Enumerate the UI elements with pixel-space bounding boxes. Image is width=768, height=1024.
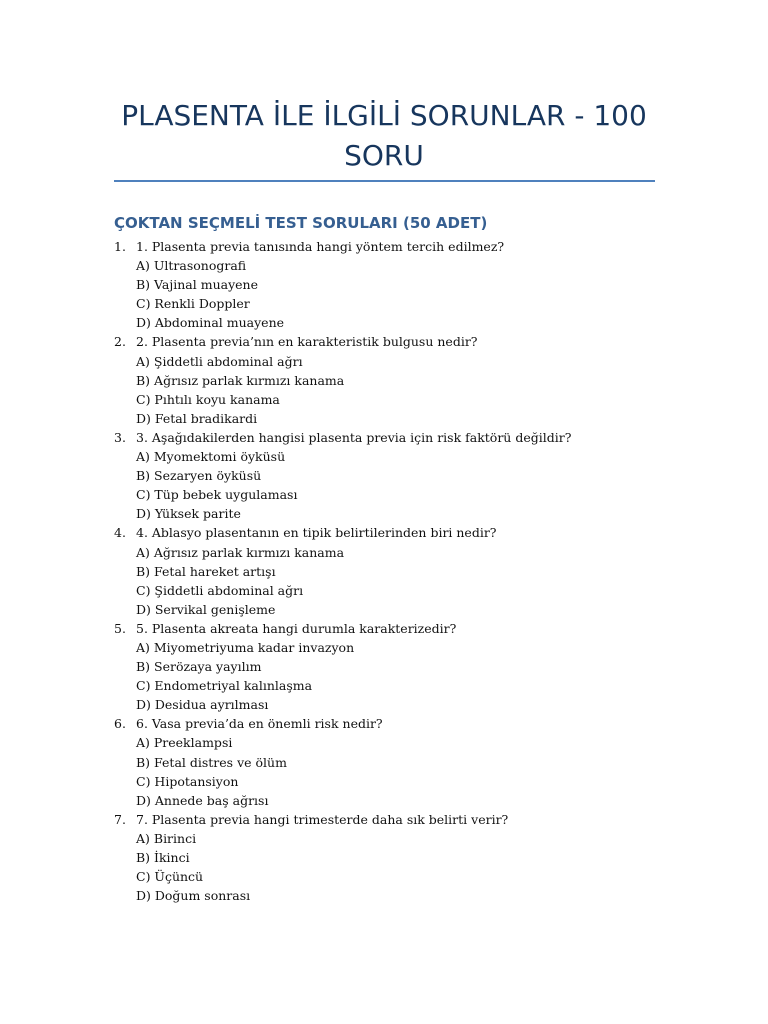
question-line <box>114 714 674 733</box>
question-item <box>114 714 674 809</box>
answer-option: A) Birinci <box>136 830 197 846</box>
question-list <box>114 237 674 905</box>
answer-option: D) Servikal genişleme <box>136 601 276 617</box>
question-number: 6. <box>114 716 126 732</box>
question-number: 4. <box>114 525 126 541</box>
question-number: 1. <box>114 239 126 254</box>
answer-option: D) Doğum sonrası <box>136 888 251 904</box>
question-text: 6. Vasa previa’da en önemli risk nedir? <box>136 716 383 732</box>
question-text: 2. Plasenta previa’nın en karakteristik bulgusu nedir? <box>136 334 478 350</box>
answer-option: D) Desidua ayrılması <box>136 697 269 713</box>
answer-option: A) Ağrısız parlak kırmızı kanama <box>136 544 345 560</box>
answer-option: C) Pıhtılı koyu kanama <box>136 391 280 407</box>
answer-option: D) Yüksek parite <box>136 506 241 522</box>
section-heading: ÇOKTAN SEÇMELİ TEST SORULARI (50 ADET) <box>114 214 488 232</box>
answer-option: C) Şiddetli abdominal ağrı <box>136 582 304 598</box>
question-number: 2. <box>114 334 126 350</box>
answer-option: D) Annede baş ağrısı <box>136 792 269 808</box>
answer-option: B) Sezaryen öyküsü <box>136 468 262 484</box>
question-number: 5. <box>114 620 126 636</box>
answer-option: B) Vajinal muayene <box>136 277 258 293</box>
question-item <box>114 619 674 714</box>
answer-option: B) İkinci <box>136 850 190 865</box>
question-item <box>114 428 674 523</box>
question-item <box>114 237 674 332</box>
title-divider <box>114 180 655 182</box>
question-item <box>114 523 674 618</box>
answer-option: A) Preeklampsi <box>136 735 233 751</box>
answer-option: C) Renkli Doppler <box>136 296 250 312</box>
question-text: 7. Plasenta previa hangi trimesterde daha sık belirti verir? <box>136 811 509 827</box>
question-line <box>114 810 674 829</box>
answer-option: A) Ultrasonografi <box>136 258 247 274</box>
question-text: 5. Plasenta akreata hangi durumla karakterizedir? <box>136 620 457 636</box>
answer-option: B) Fetal hareket artışı <box>136 563 276 579</box>
answer-option: C) Hipotansiyon <box>136 773 239 789</box>
answer-option: C) Üçüncü <box>136 869 204 885</box>
question-item <box>114 810 674 905</box>
answer-option: B) Fetal distres ve ölüm <box>136 754 287 770</box>
question-line <box>114 619 674 638</box>
question-number: 3. <box>114 429 126 445</box>
answer-option: C) Tüp bebek uygulaması <box>136 487 298 503</box>
question-text: 4. Ablasyo plasentanın en tipik belirtilerinden biri nedir? <box>136 525 497 541</box>
answer-option: A) Miyometriyuma kadar invazyon <box>136 639 355 655</box>
title-line-1: PLASENTA İLE İLGİLİ SORUNLAR - 100 <box>121 99 647 132</box>
document-title <box>114 96 654 176</box>
answer-option: D) Fetal bradikardi <box>136 410 258 426</box>
question-number: 7. <box>114 811 126 827</box>
answer-option: C) Endometriyal kalınlaşma <box>136 678 313 694</box>
question-text: 1. Plasenta previa tanısında hangi yöntem tercih edilmez? <box>136 239 505 254</box>
answer-option: B) Serözaya yayılım <box>136 659 262 675</box>
answer-option: A) Şiddetli abdominal ağrı <box>136 353 303 369</box>
question-item <box>114 332 674 427</box>
answer-option: A) Myomektomi öyküsü <box>136 449 286 465</box>
question-text: 3. Aşağıdakilerden hangisi plasenta previa için risk faktörü değildir? <box>136 429 572 445</box>
question-line <box>114 428 674 447</box>
answer-option: B) Ağrısız parlak kırmızı kanama <box>136 372 345 388</box>
question-line <box>114 332 674 351</box>
title-line-2: SORU <box>344 139 424 172</box>
question-line <box>114 523 674 542</box>
question-line <box>114 237 674 256</box>
answer-option: D) Abdominal muayene <box>136 315 285 331</box>
